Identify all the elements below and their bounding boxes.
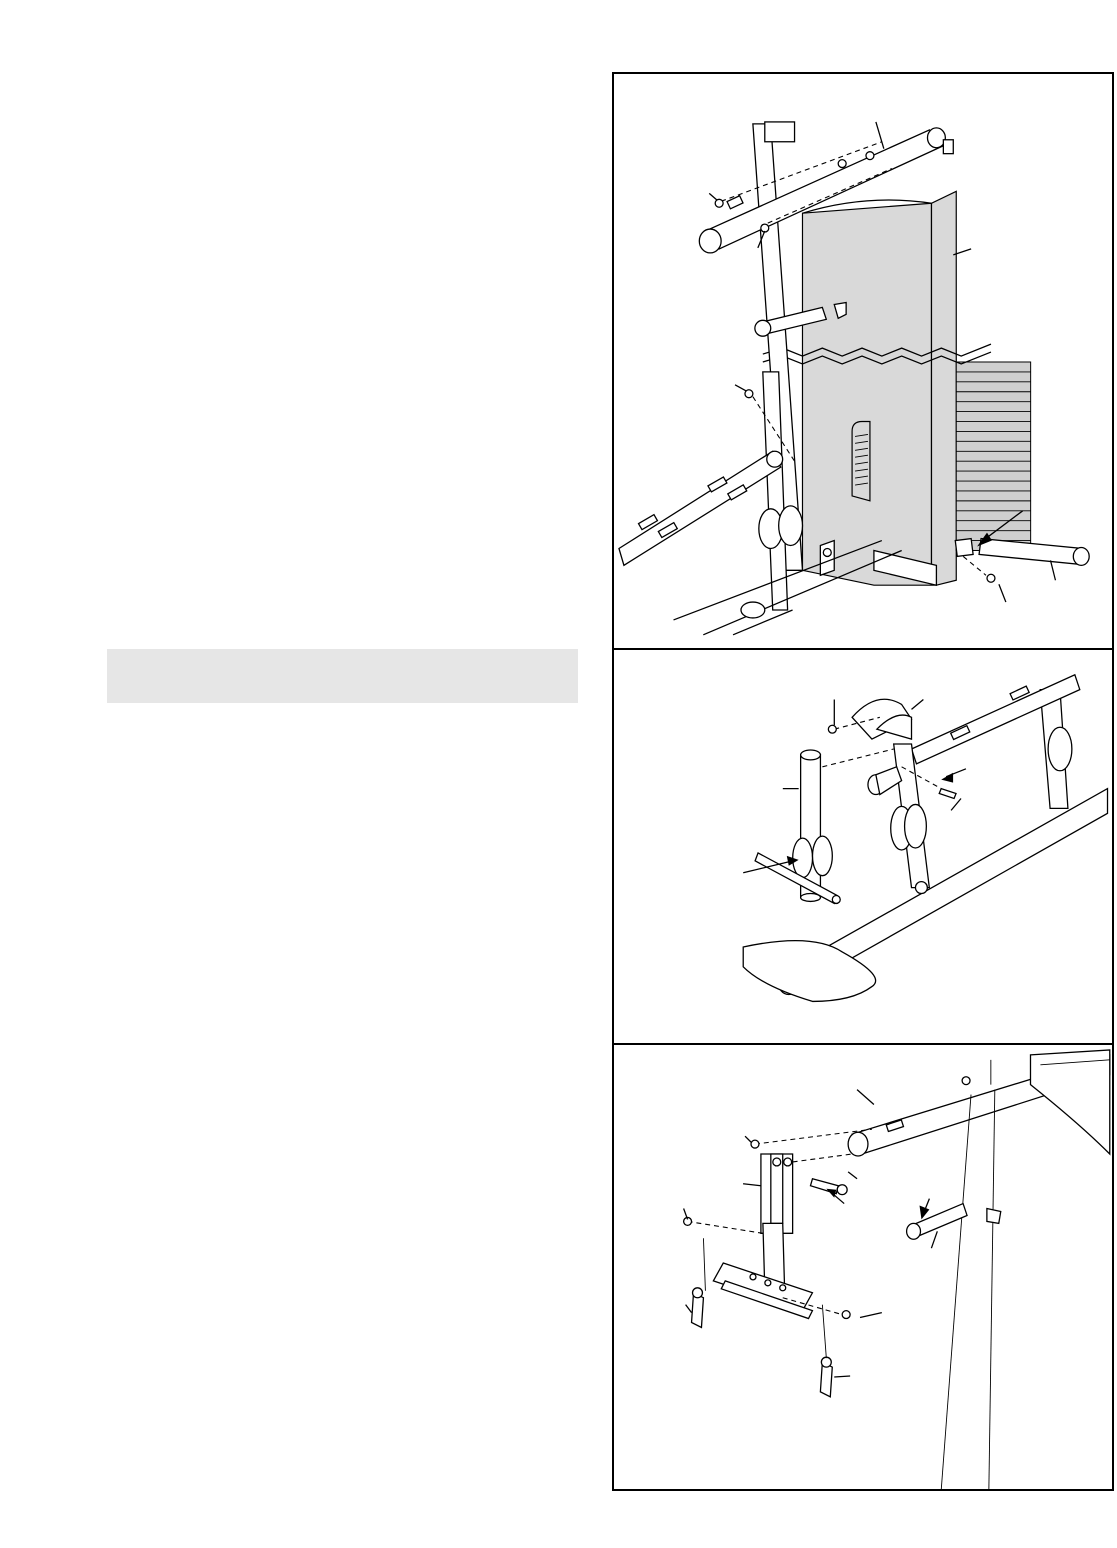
assembly-figure-1 (612, 72, 1114, 650)
assembly-figure-2 (612, 648, 1114, 1045)
assembly-figure-3-drawing (614, 1045, 1112, 1489)
assembly-figure-3 (612, 1043, 1114, 1491)
highlighted-note-box (107, 649, 578, 703)
assembly-figure-1-drawing (614, 74, 1112, 648)
assembly-figure-2-drawing (614, 650, 1112, 1043)
